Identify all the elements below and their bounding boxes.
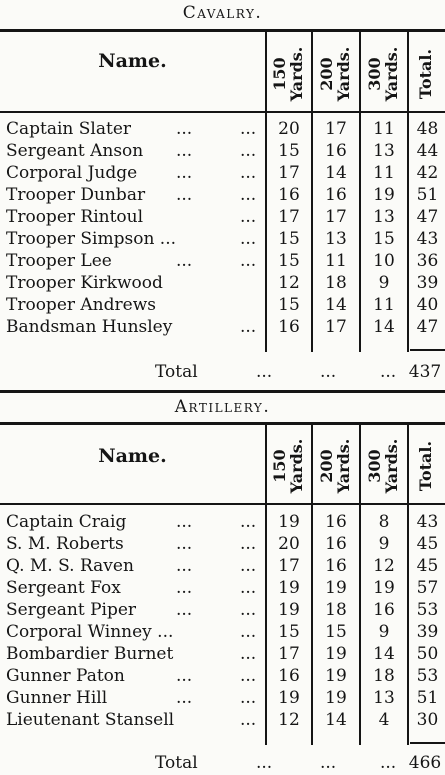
leader-dots: ... (240, 512, 257, 532)
row-total: 43 (416, 512, 439, 532)
score-200-yards: 17 (325, 207, 347, 227)
name-column-header: Name. (98, 50, 167, 72)
name-column-header: Name. (98, 445, 167, 467)
score-150-yards: 15 (278, 229, 300, 249)
leader-dots: ... (240, 688, 257, 708)
table-row (0, 250, 445, 272)
table-row (0, 687, 445, 709)
score-150-yards: 17 (278, 556, 300, 576)
score-200-yards: 16 (325, 556, 347, 576)
leader-dots: ... (176, 666, 193, 686)
score-300-yards: 11 (373, 163, 395, 183)
row-name: Bombardier Burnet (6, 644, 174, 664)
row-total: 45 (416, 534, 439, 554)
leader-dots: ... (240, 644, 257, 664)
score-200-yards: 18 (325, 273, 347, 293)
leader-dots: ... (240, 251, 257, 271)
table-row (0, 272, 445, 294)
score-200-yards: 19 (325, 578, 347, 598)
table-row (0, 316, 445, 338)
table-row (0, 533, 445, 555)
row-total: 50 (416, 644, 439, 664)
leader-dots: ... (176, 512, 193, 532)
row-name: Sergeant Anson (6, 141, 144, 161)
leader-dots: ... (240, 207, 257, 227)
score-150-yards: 15 (278, 251, 300, 271)
leader-dots: ... (176, 251, 193, 271)
leader-dots: ... (380, 362, 397, 382)
score-300-yards: 8 (378, 512, 390, 532)
row-total: 47 (416, 207, 439, 227)
score-150-yards: 17 (278, 207, 300, 227)
row-total: 30 (416, 710, 439, 730)
leader-dots: ... (256, 362, 273, 382)
row-name: Gunner Hill (6, 688, 108, 708)
score-150-yards: 19 (278, 512, 300, 532)
score-200-yards: 16 (325, 141, 347, 161)
total-rule (410, 742, 445, 744)
row-total: 39 (416, 273, 439, 293)
table-row (0, 555, 445, 577)
score-300-yards: 11 (373, 119, 395, 139)
score-200-yards: 19 (325, 666, 347, 686)
score-150-yards: 16 (278, 666, 300, 686)
table-row (0, 162, 445, 184)
score-300-yards: 9 (378, 534, 390, 554)
row-total: 42 (416, 163, 439, 183)
row-name: Gunner Paton (6, 666, 125, 686)
yards-300-header: 300 Yards. (365, 438, 401, 494)
score-150-yards: 16 (278, 185, 300, 205)
row-total: 36 (416, 251, 439, 271)
total-value: 466 (408, 753, 442, 773)
score-200-yards: 13 (325, 229, 347, 249)
header-rule (0, 503, 445, 505)
table-row (0, 228, 445, 250)
leader-dots: ... (176, 163, 193, 183)
row-total: 48 (416, 119, 439, 139)
row-total: 40 (416, 295, 439, 315)
score-300-yards: 13 (373, 207, 395, 227)
row-name: Lieutenant Stansell (6, 710, 175, 730)
table-row (0, 511, 445, 533)
yards-200-header: 200 Yards. (317, 46, 353, 102)
total-label: Total (155, 362, 198, 382)
row-name: Corporal Judge (6, 163, 138, 183)
leader-dots: ... (176, 556, 193, 576)
row-name: Trooper Rintoul (6, 207, 144, 227)
score-300-yards: 9 (378, 622, 390, 642)
leader-dots: ... (240, 141, 257, 161)
score-200-yards: 19 (325, 688, 347, 708)
score-200-yards: 17 (325, 119, 347, 139)
total-column-header: Total. (416, 440, 435, 492)
total-rule (410, 349, 445, 351)
score-300-yards: 12 (373, 556, 395, 576)
score-150-yards: 20 (278, 534, 300, 554)
leader-dots: ... (240, 622, 257, 642)
score-150-yards: 19 (278, 688, 300, 708)
row-total: 47 (416, 317, 439, 337)
score-150-yards: 12 (278, 273, 300, 293)
score-150-yards: 19 (278, 578, 300, 598)
table-row (0, 621, 445, 643)
row-name: Trooper Dunbar (6, 185, 146, 205)
leader-dots: ... (176, 141, 193, 161)
total-row (0, 360, 445, 384)
score-150-yards: 17 (278, 644, 300, 664)
leader-dots: ... (240, 666, 257, 686)
score-200-yards: 16 (325, 534, 347, 554)
score-200-yards: 14 (325, 710, 347, 730)
row-total: 57 (416, 578, 439, 598)
leader-dots: ... (176, 578, 193, 598)
row-name: Trooper Simpson ... (6, 229, 177, 249)
score-300-yards: 11 (373, 295, 395, 315)
table-row (0, 294, 445, 316)
score-300-yards: 14 (373, 644, 395, 664)
score-300-yards: 10 (373, 251, 395, 271)
leader-dots: ... (240, 185, 257, 205)
score-300-yards: 13 (373, 688, 395, 708)
score-200-yards: 16 (325, 185, 347, 205)
row-name: Sergeant Fox (6, 578, 121, 598)
score-300-yards: 14 (373, 317, 395, 337)
leader-dots: ... (176, 688, 193, 708)
yards-300-header: 300 Yards. (365, 46, 401, 102)
row-name: Bandsman Hunsley (6, 317, 173, 337)
row-name: Trooper Lee (6, 251, 112, 271)
score-300-yards: 19 (373, 185, 395, 205)
table-row (0, 118, 445, 140)
score-150-yards: 20 (278, 119, 300, 139)
row-name: Q. M. S. Raven (6, 556, 134, 576)
table-row (0, 206, 445, 228)
row-total: 43 (416, 229, 439, 249)
row-name: Sergeant Piper (6, 600, 137, 620)
artillery-section (0, 390, 445, 775)
header-rule (0, 111, 445, 113)
total-label: Total (155, 753, 198, 773)
score-300-yards: 9 (378, 273, 390, 293)
row-name: Trooper Kirkwood (6, 273, 163, 293)
total-column-header: Total. (416, 48, 435, 100)
leader-dots: ... (240, 229, 257, 249)
score-150-yards: 15 (278, 295, 300, 315)
yards-200-header: 200 Yards. (317, 438, 353, 494)
section-title: Cavalry. (182, 3, 263, 23)
score-200-yards: 15 (325, 622, 347, 642)
row-total: 53 (416, 600, 439, 620)
score-200-yards: 14 (325, 295, 347, 315)
score-200-yards: 18 (325, 600, 347, 620)
score-150-yards: 16 (278, 317, 300, 337)
score-200-yards: 17 (325, 317, 347, 337)
table-row (0, 577, 445, 599)
table-row (0, 709, 445, 731)
score-200-yards: 14 (325, 163, 347, 183)
total-row (0, 751, 445, 775)
score-150-yards: 12 (278, 710, 300, 730)
table-row (0, 643, 445, 665)
leader-dots: ... (256, 753, 273, 773)
score-300-yards: 18 (373, 666, 395, 686)
score-300-yards: 15 (373, 229, 395, 249)
score-300-yards: 19 (373, 578, 395, 598)
table-row (0, 184, 445, 206)
leader-dots: ... (320, 753, 337, 773)
row-name: Captain Slater (6, 119, 132, 139)
section-divider (0, 390, 445, 393)
table-row (0, 140, 445, 162)
row-total: 51 (416, 185, 439, 205)
leader-dots: ... (320, 362, 337, 382)
row-name: Captain Craig (6, 512, 127, 532)
top-rule (0, 422, 445, 425)
score-150-yards: 15 (278, 141, 300, 161)
score-150-yards: 15 (278, 622, 300, 642)
row-total: 53 (416, 666, 439, 686)
row-name: Trooper Andrews (6, 295, 156, 315)
score-200-yards: 16 (325, 512, 347, 532)
section-title: Artillery. (174, 397, 271, 417)
yards-150-header: 150 Yards. (270, 46, 306, 102)
row-total: 51 (416, 688, 439, 708)
table-row (0, 599, 445, 621)
leader-dots: ... (240, 556, 257, 576)
leader-dots: ... (176, 600, 193, 620)
score-300-yards: 13 (373, 141, 395, 161)
leader-dots: ... (240, 119, 257, 139)
total-value: 437 (408, 362, 442, 382)
leader-dots: ... (176, 534, 193, 554)
table-row (0, 665, 445, 687)
score-200-yards: 11 (325, 251, 347, 271)
leader-dots: ... (176, 119, 193, 139)
row-total: 44 (416, 141, 439, 161)
row-total: 45 (416, 556, 439, 576)
leader-dots: ... (240, 163, 257, 183)
row-name: S. M. Roberts (6, 534, 124, 554)
yards-150-header: 150 Yards. (270, 438, 306, 494)
row-name: Corporal Winney ... (6, 622, 174, 642)
leader-dots: ... (176, 185, 193, 205)
leader-dots: ... (240, 317, 257, 337)
score-150-yards: 19 (278, 600, 300, 620)
leader-dots: ... (240, 534, 257, 554)
leader-dots: ... (380, 753, 397, 773)
top-rule (0, 29, 445, 32)
score-300-yards: 4 (378, 710, 390, 730)
row-total: 39 (416, 622, 439, 642)
leader-dots: ... (240, 710, 257, 730)
leader-dots: ... (240, 600, 257, 620)
score-300-yards: 16 (373, 600, 395, 620)
leader-dots: ... (240, 578, 257, 598)
score-150-yards: 17 (278, 163, 300, 183)
score-200-yards: 19 (325, 644, 347, 664)
